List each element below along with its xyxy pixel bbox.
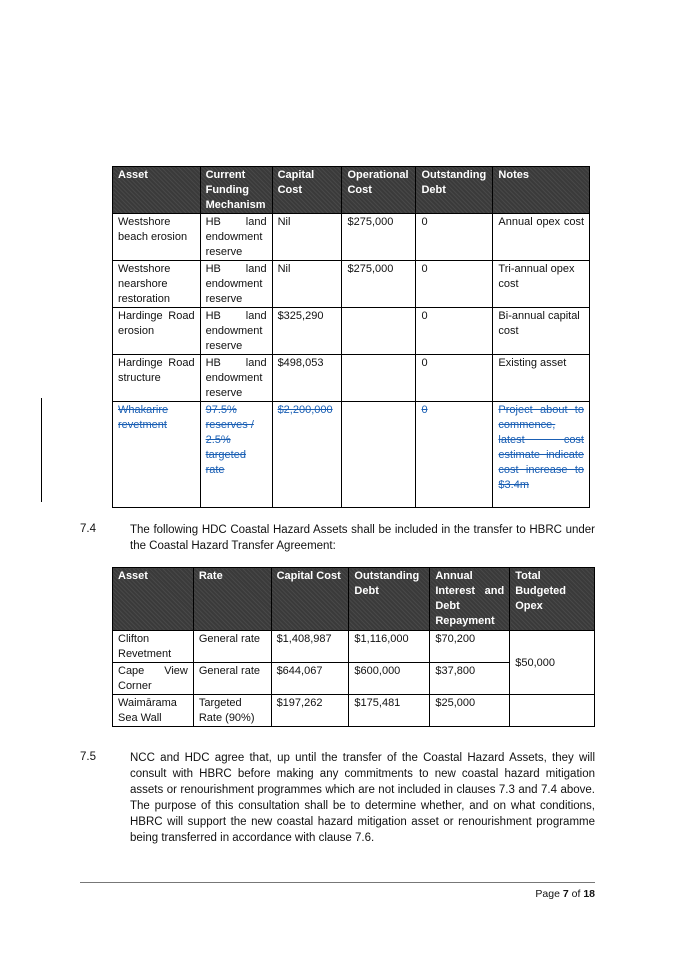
cell-notes: Tri-annual opex cost [493,261,590,308]
cell-debt: 0 [416,214,493,261]
clause-7-5-text: NCC and HDC agree that, up until the transfer of the Coastal Hazard Assets, they will consult with HBRC before making any commitments to new coastal hazard mitigation assets or renourishment programmes which are not included in clauses 7.3 and 7.4 above. The purpose of this consultation shall be to determine whether, and on what conditions, HBRC will support the new coastal hazard mitigation asset or renourishment programme being transferred in accordance with clause 7.6. [130,752,595,844]
table-row [113,261,590,308]
header-asset: Asset [113,167,201,214]
cell-operational [342,355,416,402]
header-opex: Total Budgeted Opex [510,568,595,631]
cell-capital: $325,290 [272,308,342,355]
header-debt: Outstanding Debt [349,568,430,631]
cell-funding: HB land endowment reserve [200,214,272,261]
table-header-row [113,167,590,214]
cell-asset: Cape View Corner [113,663,194,695]
cell-asset: Waimārama Sea Wall [113,695,194,727]
cell-asset: Hardinge Road structure [113,355,201,402]
cell-debt: $1,116,000 [349,631,430,663]
header-funding: Current Funding Mechanism [200,167,272,214]
cell-asset: Westshore nearshore restoration [113,261,201,308]
cell-capital: $1,408,987 [271,631,349,663]
cell-debt: 0 [416,402,493,508]
cell-operational [342,402,416,508]
cell-capital: $197,262 [271,695,349,727]
header-operational: Operational Cost [342,167,416,214]
cell-rate: General rate [193,631,271,663]
clause-number: 7.4 [80,523,96,535]
cell-capital: $644,067 [271,663,349,695]
table-row [113,214,590,261]
cell-total-opex: $50,000 [510,631,595,695]
table-row [113,631,595,663]
cell-rate: Targeted Rate (90%) [193,695,271,727]
cell-notes: Bi-annual capital cost [493,308,590,355]
total-pages-number: 18 [583,888,595,900]
clause-7-4-text: The following HDC Coastal Hazard Assets shall be included in the transfer to HBRC under the Coastal Hazard Transfer Agreement: [130,524,595,552]
header-asset: Asset [113,568,194,631]
cell-notes: Annual opex cost [493,214,590,261]
cell-operational [342,308,416,355]
cell-capital: $2,200,000 [272,402,342,508]
cell-asset: Westshore beach erosion [113,214,201,261]
clause-number: 7.5 [80,751,96,763]
current-page-number: 7 [562,888,569,900]
cell-asset: Clifton Revetment [113,631,194,663]
cell-notes: Existing asset [493,355,590,402]
header-interest: Annual Interest and Debt Repayment [430,568,510,631]
cell-debt: $600,000 [349,663,430,695]
cell-empty [510,695,595,727]
cell-funding: 97.5% reserves / 2.5% targeted rate [200,402,272,508]
header-rate: Rate [193,568,271,631]
cell-debt: 0 [416,308,493,355]
cell-notes: Project about to commence, latest cost estimate indicate cost increase to $3.4m [493,402,590,508]
cell-funding: HB land endowment reserve [200,308,272,355]
table-row [113,355,590,402]
hdc-assets-table [112,567,595,727]
table-header-row [113,568,595,631]
hb-assets-table [112,166,590,508]
header-capital: Capital Cost [271,568,349,631]
cell-capital: $498,053 [272,355,342,402]
table-row [113,308,590,355]
cell-operational: $275,000 [342,261,416,308]
cell-debt: $175,481 [349,695,430,727]
header-capital: Capital Cost [272,167,342,214]
cell-debt: 0 [416,261,493,308]
page-footer [480,888,595,900]
footer-rule [80,882,595,883]
cell-rate: General rate [193,663,271,695]
cell-operational: $275,000 [342,214,416,261]
footer-of: of [568,888,584,900]
cell-asset: Whakarire revetment [113,402,201,508]
cell-interest: $25,000 [430,695,510,727]
cell-debt: 0 [416,355,493,402]
header-debt: Outstanding Debt [416,167,493,214]
cell-interest: $37,800 [430,663,510,695]
footer-prefix: Page [535,888,563,900]
table-row [113,695,595,727]
cell-interest: $70,200 [430,631,510,663]
table-row-deleted [113,402,590,508]
cell-capital: Nil [272,214,342,261]
cell-funding: HB land endowment reserve [200,261,272,308]
cell-funding: HB land endowment reserve [200,355,272,402]
cell-capital: Nil [272,261,342,308]
header-notes: Notes [493,167,590,214]
cell-asset: Hardinge Road erosion [113,308,201,355]
revision-change-bar [41,398,42,502]
